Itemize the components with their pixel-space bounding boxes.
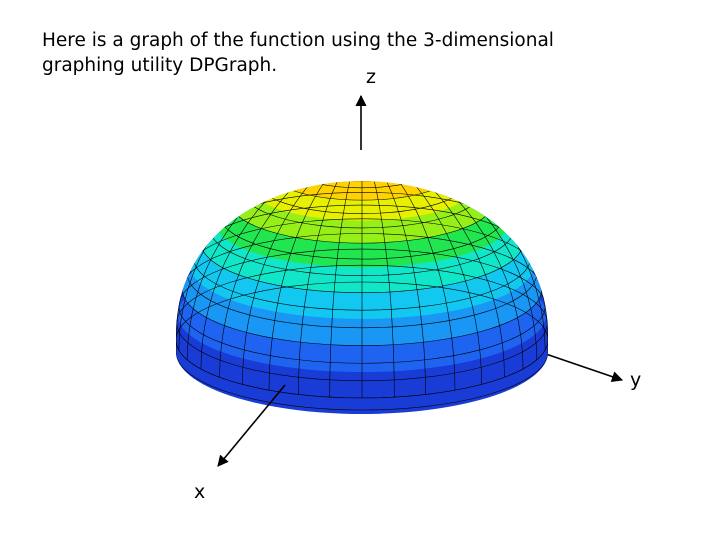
latitude-line <box>346 141 378 151</box>
y-axis-label: y <box>630 369 642 391</box>
latitude-line <box>314 137 410 167</box>
hemisphere-surface <box>150 120 570 420</box>
latitude-line <box>283 139 440 188</box>
x-axis-label: x <box>194 481 206 503</box>
z-axis-label: z <box>366 66 376 88</box>
color-band <box>291 138 433 182</box>
caption-line-1: Here is a graph of the function using the 3-dimensional <box>42 30 554 51</box>
latitude-line <box>298 137 425 177</box>
y-axis <box>540 352 622 380</box>
color-band <box>314 137 410 167</box>
latitude-line <box>330 138 395 158</box>
color-band <box>338 139 387 154</box>
caption-line-2: graphing utility DPGraph. <box>42 55 278 76</box>
